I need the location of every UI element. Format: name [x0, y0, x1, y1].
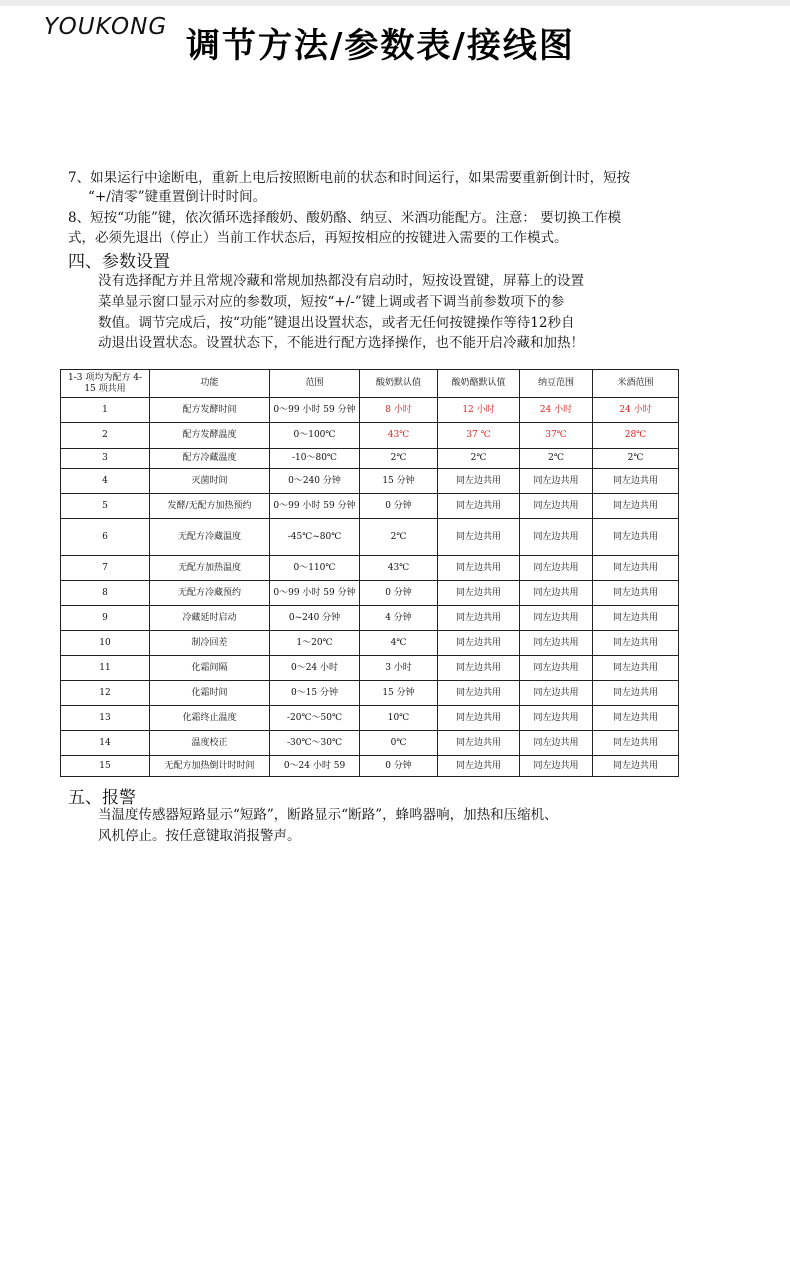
table-cell-row-number: 3: [61, 449, 150, 469]
table-cell-natto-range: 24 小时: [520, 398, 593, 423]
table-cell-cheese-default: 同左边共用: [438, 494, 520, 519]
table-cell-rice-wine-range: 24 小时: [593, 398, 679, 423]
note-8-line-2: 式，必须先退出（停止）当前工作状态后，再短按相应的按键进入需要的工作模式。: [68, 230, 568, 246]
table-cell-natto-range: 同左边共用: [520, 756, 593, 777]
table-cell-cheese-default: 同左边共用: [438, 469, 520, 494]
table-cell-rice-wine-range: 同左边共用: [593, 756, 679, 777]
table-row: [61, 469, 679, 494]
table-cell-row-number: 8: [61, 581, 150, 606]
table-cell-row-number: 2: [61, 423, 150, 449]
section-4-heading: 四、参数设置: [68, 252, 170, 272]
table-cell-rice-wine-range: 同左边共用: [593, 681, 679, 706]
table-cell-natto-range: 同左边共用: [520, 681, 593, 706]
table-cell-row-number: 1: [61, 398, 150, 423]
table-row: [61, 606, 679, 631]
table-cell-row-number: 10: [61, 631, 150, 656]
parameter-table: [60, 369, 679, 777]
table-cell-function: 化霜时间: [150, 681, 270, 706]
table-cell-cheese-default: 同左边共用: [438, 756, 520, 777]
table-cell-range: 0~240 分钟: [270, 606, 360, 631]
table-cell-function: 无配方冷藏预约: [150, 581, 270, 606]
table-cell-cheese-default: 同左边共用: [438, 681, 520, 706]
table-cell-yogurt-default: 43℃: [360, 556, 438, 581]
table-cell-natto-range: 同左边共用: [520, 631, 593, 656]
table-row: [61, 681, 679, 706]
table-cell-yogurt-default: 43℃: [360, 423, 438, 449]
section-5-line-1: 当温度传感器短路显示“短路”，断路显示“断路”，蜂鸣器响，加热和压缩机、: [98, 807, 558, 823]
table-cell-row-number: 7: [61, 556, 150, 581]
table-cell-rice-wine-range: 同左边共用: [593, 706, 679, 731]
table-cell-rice-wine-range: 28℃: [593, 423, 679, 449]
table-cell-function: 发酵/无配方加热预约: [150, 494, 270, 519]
table-cell-range: -10～80℃: [270, 449, 360, 469]
table-cell-yogurt-default: 10℃: [360, 706, 438, 731]
table-cell-range: 0～100℃: [270, 423, 360, 449]
table-cell-natto-range: 同左边共用: [520, 731, 593, 756]
table-cell-function: 无配方加热倒计时时间: [150, 756, 270, 777]
top-edge-strip: [0, 0, 790, 6]
table-cell-function: 化霜终止温度: [150, 706, 270, 731]
table-cell-rice-wine-range: 同左边共用: [593, 556, 679, 581]
header-cell-yogurt-default: 酸奶默认值: [360, 370, 438, 398]
table-cell-range: 0～99 小时 59 分钟: [270, 398, 360, 423]
table-cell-cheese-default: 同左边共用: [438, 556, 520, 581]
table-row: [61, 756, 679, 777]
header-cell-function: 功能: [150, 370, 270, 398]
table-cell-function: 配方冷藏温度: [150, 449, 270, 469]
table-cell-cheese-default: 12 小时: [438, 398, 520, 423]
section-4-line-4: 动退出设置状态。设置状态下，不能进行配方选择操作，也不能开启冷藏和加热！: [98, 335, 584, 351]
table-cell-range: 0～15 分钟: [270, 681, 360, 706]
table-cell-natto-range: 同左边共用: [520, 519, 593, 556]
table-row: [61, 731, 679, 756]
table-cell-yogurt-default: 4 分钟: [360, 606, 438, 631]
table-cell-row-number: 13: [61, 706, 150, 731]
table-cell-rice-wine-range: 同左边共用: [593, 656, 679, 681]
table-cell-function: 化霜间隔: [150, 656, 270, 681]
table-cell-natto-range: 同左边共用: [520, 556, 593, 581]
table-cell-natto-range: 同左边共用: [520, 581, 593, 606]
table-cell-function: 冷藏延时启动: [150, 606, 270, 631]
table-row: [61, 556, 679, 581]
table-cell-rice-wine-range: 同左边共用: [593, 519, 679, 556]
note-7-line-2: “+/清零”键重置倒计时时间。: [88, 189, 267, 205]
section-4-line-3: 数值。调节完成后，按“功能”键退出设置状态，或者无任何按键操作等待12秒自: [98, 315, 575, 331]
header-cell-natto-range: 纳豆范围: [520, 370, 593, 398]
table-cell-range: 0～24 小时: [270, 656, 360, 681]
table-cell-cheese-default: 37 ℃: [438, 423, 520, 449]
table-cell-natto-range: 2℃: [520, 449, 593, 469]
table-cell-cheese-default: 同左边共用: [438, 606, 520, 631]
table-cell-function: 配方发酵时间: [150, 398, 270, 423]
table-cell-row-number: 4: [61, 469, 150, 494]
table-cell-yogurt-default: 15 分钟: [360, 681, 438, 706]
table-row: [61, 519, 679, 556]
note-7-line-1: 7、如果运行中途断电，重新上电后按照断电前的状态和时间运行，如果需要重新倒计时，短按: [68, 170, 631, 186]
table-cell-row-number: 15: [61, 756, 150, 777]
table-cell-natto-range: 同左边共用: [520, 469, 593, 494]
table-cell-yogurt-default: 8 小时: [360, 398, 438, 423]
table-cell-rice-wine-range: 同左边共用: [593, 631, 679, 656]
table-cell-range: 0～110℃: [270, 556, 360, 581]
table-row: [61, 423, 679, 449]
table-cell-cheese-default: 同左边共用: [438, 631, 520, 656]
table-cell-cheese-default: 同左边共用: [438, 731, 520, 756]
header-cell-rice-wine-range: 米酒范围: [593, 370, 679, 398]
table-cell-cheese-default: 同左边共用: [438, 706, 520, 731]
table-cell-yogurt-default: 15 分钟: [360, 469, 438, 494]
table-cell-yogurt-default: 4℃: [360, 631, 438, 656]
table-cell-row-number: 6: [61, 519, 150, 556]
table-cell-range: 1～20℃: [270, 631, 360, 656]
page-title: 调节方法/参数表/接线图: [186, 26, 575, 66]
table-cell-rice-wine-range: 2℃: [593, 449, 679, 469]
table-header-row: [61, 370, 679, 398]
header-cell-cheese-default: 酸奶酪默认值: [438, 370, 520, 398]
table-cell-row-number: 12: [61, 681, 150, 706]
header-cell-item-scope: 1-3 项均为配方 4-15 项共用: [61, 370, 150, 398]
table-cell-cheese-default: 同左边共用: [438, 656, 520, 681]
table-row: [61, 494, 679, 519]
table-row: [61, 656, 679, 681]
table-row: [61, 631, 679, 656]
table-row: [61, 449, 679, 469]
table-cell-function: 灭菌时间: [150, 469, 270, 494]
section-4-line-1: 没有选择配方并且常规冷藏和常规加热都没有启动时，短按设置键，屏幕上的设置: [98, 273, 584, 289]
table-cell-yogurt-default: 2℃: [360, 449, 438, 469]
table-cell-rice-wine-range: 同左边共用: [593, 731, 679, 756]
table-cell-cheese-default: 2℃: [438, 449, 520, 469]
table-cell-natto-range: 同左边共用: [520, 494, 593, 519]
table-cell-yogurt-default: 0℃: [360, 731, 438, 756]
table-cell-row-number: 9: [61, 606, 150, 631]
table-cell-range: -30℃～30℃: [270, 731, 360, 756]
table-cell-row-number: 11: [61, 656, 150, 681]
table-cell-yogurt-default: 0 分钟: [360, 756, 438, 777]
table-row: [61, 706, 679, 731]
table-cell-rice-wine-range: 同左边共用: [593, 606, 679, 631]
table-cell-rice-wine-range: 同左边共用: [593, 581, 679, 606]
table-cell-function: 无配方冷藏温度: [150, 519, 270, 556]
table-cell-yogurt-default: 3 小时: [360, 656, 438, 681]
table-cell-row-number: 5: [61, 494, 150, 519]
section-4-line-2: 菜单显示窗口显示对应的参数项，短按“+/-”键上调或者下调当前参数项下的参: [98, 294, 565, 310]
table-cell-range: 0～240 分钟: [270, 469, 360, 494]
table-cell-row-number: 14: [61, 731, 150, 756]
table-cell-rice-wine-range: 同左边共用: [593, 494, 679, 519]
table-row: [61, 398, 679, 423]
table-cell-range: 0～99 小时 59 分钟: [270, 581, 360, 606]
table-cell-yogurt-default: 0 分钟: [360, 581, 438, 606]
table-cell-natto-range: 同左边共用: [520, 606, 593, 631]
table-cell-cheese-default: 同左边共用: [438, 581, 520, 606]
note-8-line-1: 8、短按“功能”键，依次循环选择酸奶、酸奶酪、纳豆、米酒功能配方。注意： 要切换工作模: [68, 210, 622, 226]
table-cell-rice-wine-range: 同左边共用: [593, 469, 679, 494]
table-cell-function: 无配方加热温度: [150, 556, 270, 581]
table-cell-range: 0～24 小时 59: [270, 756, 360, 777]
table-cell-yogurt-default: 2℃: [360, 519, 438, 556]
table-row: [61, 581, 679, 606]
table-cell-function: 制冷回差: [150, 631, 270, 656]
section-5-heading: 五、报警: [68, 788, 136, 808]
table-cell-yogurt-default: 0 分钟: [360, 494, 438, 519]
brand-logo: YOUKONG: [44, 14, 168, 40]
table-cell-natto-range: 37℃: [520, 423, 593, 449]
table-cell-range: 0～99 小时 59 分钟: [270, 494, 360, 519]
table-cell-range: -20℃～50℃: [270, 706, 360, 731]
table-cell-natto-range: 同左边共用: [520, 706, 593, 731]
header-cell-range: 范围: [270, 370, 360, 398]
table-cell-natto-range: 同左边共用: [520, 656, 593, 681]
table-cell-range: -45℃~80℃: [270, 519, 360, 556]
table-cell-function: 温度校正: [150, 731, 270, 756]
table-body: [61, 398, 679, 777]
section-5-line-2: 风机停止。按任意键取消报警声。: [98, 828, 301, 844]
table-cell-function: 配方发酵温度: [150, 423, 270, 449]
table-cell-cheese-default: 同左边共用: [438, 519, 520, 556]
